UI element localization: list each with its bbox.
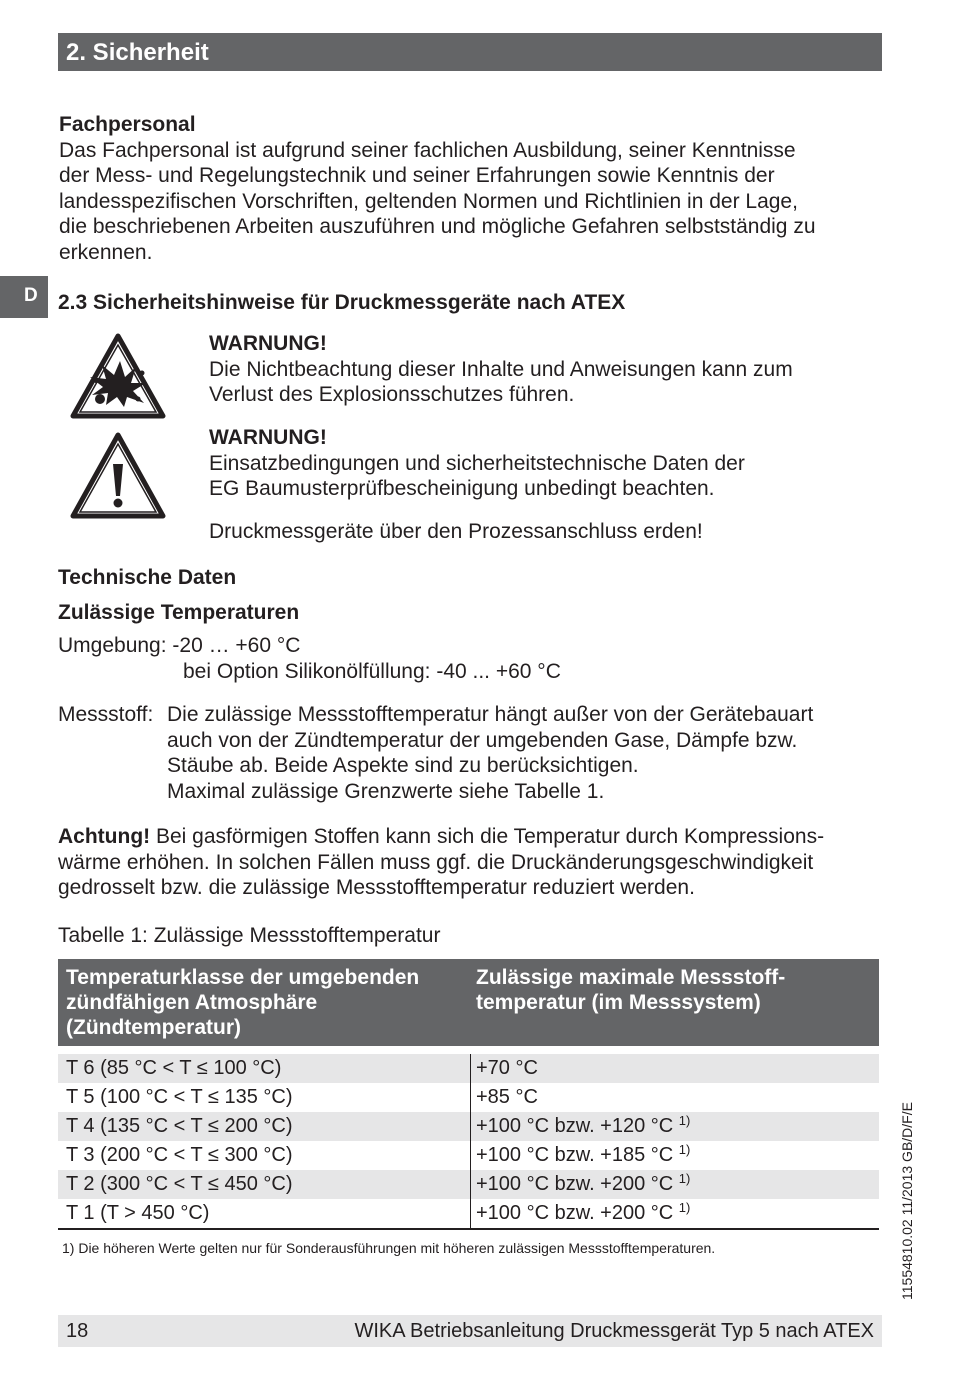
cell-klasse: T 3 (200 °C < T ≤ 300 °C) — [58, 1141, 471, 1170]
warning-line: Einsatzbedingungen und sicherheitstechnische Daten der — [209, 451, 745, 475]
document-code: 11554810.02 11/2013 GB/D/F/E — [899, 1102, 915, 1300]
footer-title: WIKA Betriebsanleitung Druckmessgerät Typ 5 nach ATEX — [354, 1320, 874, 1342]
technische-daten-title: Technische Daten — [58, 566, 237, 589]
temp-value: +100 °C bzw. +200 °C — [476, 1173, 679, 1195]
fachpersonal-line: der Mess- und Regelungstechnik und seiner Erfahrungen sowie Kenntnis der — [59, 164, 775, 187]
header-line: (Zündtemperatur) — [66, 1016, 241, 1039]
table-caption: Tabelle 1: Zulässige Messstofftemperatur — [58, 924, 441, 947]
footnote-ref: 1) — [678, 1113, 691, 1128]
general-warning-icon — [70, 432, 166, 520]
umgebung-line: Umgebung: -20 … +60 °C — [58, 634, 301, 657]
achtung-line: gedrosselt bzw. die zulässige Messstofftemperatur reduziert werden. — [58, 876, 695, 899]
achtung-line: Bei gasförmigen Stoffen kann sich die Temperatur durch Kompressions- — [150, 825, 825, 848]
achtung-line: wärme erhöhen. In solchen Fällen muss ggf. die Druckänderungsgeschwindigkeit — [58, 850, 814, 874]
fachpersonal-block — [59, 112, 889, 265]
fachpersonal-line: Das Fachpersonal ist aufgrund seiner fachlichen Ausbildung, seiner Kenntnisse — [59, 138, 796, 162]
cell-klasse: T 2 (300 °C < T ≤ 450 °C) — [58, 1170, 471, 1199]
table-row — [58, 1083, 879, 1112]
table-row — [58, 1054, 879, 1083]
cell-temp — [471, 1083, 538, 1112]
messstoff-line: Stäube ab. Beide Aspekte sind zu berücksichtigen. — [167, 754, 639, 777]
table-row — [58, 1170, 879, 1199]
header-line: Temperaturklasse der umgebenden — [66, 966, 420, 989]
fachpersonal-line: erkennen. — [59, 240, 153, 264]
cell-klasse: T 4 (135 °C < T ≤ 200 °C) — [58, 1112, 471, 1141]
cell-temp — [471, 1054, 538, 1083]
subsection-title: 2.3 Sicherheitshinweise für Druckmessgeräte nach ATEX — [58, 291, 626, 314]
footnote-ref: 1) — [678, 1171, 691, 1186]
header-col-temp — [470, 965, 785, 1046]
temperature-table — [58, 959, 879, 1230]
header-col-klasse — [58, 965, 470, 1046]
temperaturen-title: Zulässige Temperaturen — [58, 601, 300, 624]
fachpersonal-line: landesspezifischen Vorschriften, geltenden Normen und Richtlinien in der Lage, — [59, 189, 798, 213]
fachpersonal-title: Fachpersonal — [59, 113, 196, 136]
warning-line: Die Nichtbeachtung dieser Inhalte und Anweisungen kann zum — [209, 357, 793, 381]
temp-value: +100 °C bzw. +200 °C — [476, 1202, 679, 1224]
messstoff-label: Messstoff: — [58, 703, 154, 726]
ground-note: Druckmessgeräte über den Prozessanschluss erden! — [209, 520, 703, 543]
temp-value: +100 °C bzw. +185 °C — [476, 1144, 679, 1166]
explosion-warning-icon — [70, 333, 166, 419]
cell-temp — [471, 1112, 690, 1141]
page-footer — [58, 1315, 882, 1347]
table-footnote: 1) Die höheren Werte gelten nur für Sonderausführungen mit höheren zulässigen Messstofftemperaturen. — [62, 1240, 716, 1256]
warning-title: WARNUNG! — [209, 426, 327, 449]
header-line: Zulässige maximale Messstoff- — [476, 966, 786, 989]
section-title: 2. Sicherheit — [58, 33, 882, 71]
warning-line: Verlust des Explosionsschutzes führen. — [209, 383, 575, 406]
page-number: 18 — [66, 1320, 89, 1342]
messstoff-line: Die zulässige Messstofftemperatur hängt außer von der Gerätebauart — [167, 703, 814, 726]
umgebung-option-line: bei Option Silikonölfüllung: -40 ... +60 °C — [183, 659, 561, 683]
table-header — [58, 959, 879, 1046]
messstoff-line: Maximal zulässige Grenzwerte siehe Tabelle 1. — [167, 779, 605, 803]
temp-value: +70 °C — [476, 1057, 538, 1079]
cell-klasse: T 1 (T > 450 °C) — [58, 1199, 471, 1228]
achtung-block — [58, 824, 888, 901]
cell-klasse: T 6 (85 °C < T ≤ 100 °C) — [58, 1054, 471, 1083]
cell-temp — [471, 1141, 690, 1170]
cell-temp — [471, 1199, 690, 1228]
warning-title: WARNUNG! — [209, 332, 327, 355]
achtung-label: Achtung! — [58, 825, 151, 848]
cell-klasse: T 5 (100 °C < T ≤ 135 °C) — [58, 1083, 471, 1112]
footnote-ref: 1) — [678, 1200, 691, 1215]
table-row — [58, 1199, 879, 1228]
cell-temp — [471, 1170, 690, 1199]
language-tab: D — [0, 276, 48, 318]
footnote-ref: 1) — [678, 1142, 691, 1157]
messstoff-block — [58, 702, 888, 804]
temp-value: +85 °C — [476, 1086, 538, 1108]
fachpersonal-line: die beschriebenen Arbeiten auszuführen und mögliche Gefahren selbstständig zu — [59, 215, 816, 238]
table-row — [58, 1141, 879, 1170]
warning-2 — [209, 425, 869, 502]
umgebung-block — [58, 633, 858, 684]
temp-value: +100 °C bzw. +120 °C — [476, 1115, 679, 1137]
table-row — [58, 1112, 879, 1141]
messstoff-line: auch von der Zündtemperatur der umgebenden Gase, Dämpfe bzw. — [167, 728, 798, 752]
header-line: zündfähigen Atmosphäre — [66, 991, 318, 1014]
header-line: temperatur (im Messsystem) — [476, 991, 761, 1014]
warning-1 — [209, 331, 869, 408]
warning-line: EG Baumusterprüfbescheinigung unbedingt beachten. — [209, 477, 715, 500]
